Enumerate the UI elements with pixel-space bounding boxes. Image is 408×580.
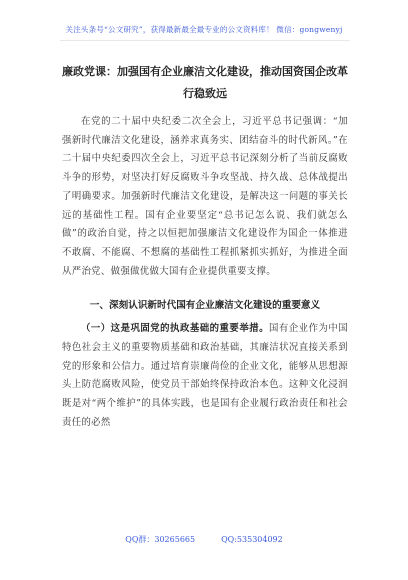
subsection-lead: （一）这是巩固党的执政基础的重要举措。 [81, 323, 269, 335]
document-body [62, 61, 348, 433]
subsection-text: 国有企业作为中国特色社会主义的重要物质基础和政治基础，其廉洁状况直接关系到党的形象和公信力。通过培育崇廉尚俭的企业文化，能够从思想源头上防范腐败风险，使党员干部始终保持政治本色。这种文化浸润既是对“两个维护”的具体实践，也是国有企业履行政治责任和社会责任的必然 [62, 323, 348, 428]
header-promo-note: 关注头条号“公文研究”，获得最新最全最专业的公文资料库！ 微信：gongwenyj [65, 25, 343, 34]
subsection-paragraph [62, 320, 348, 432]
footer-contact [0, 534, 408, 545]
footer-qq-number: QQ:535304092 [221, 535, 283, 544]
document-title: 廉政党课：加强国有企业廉洁文化建设，推动国资国企改革行稳致远 [62, 65, 348, 100]
header-divider [60, 40, 350, 41]
intro-paragraph: 在党的二十届中央纪委二次全会上，习近平总书记强调：“加强新时代廉洁文化建设，涵养求真务实、团结奋斗的时代新风。”在二十届中央纪委四次全会上，习近平总书记深刻分析了当前反腐败斗争的形势，对坚决打好反腐败斗争攻坚战、持久战、总体战提出了明确要求。加强新时代廉洁文化建设，是解决这一问题的事关长远的基础性工程。国有企业要坚定“总书记怎么说、我们就怎么做”的政治自觉，持之以恒把加强廉洁文化建设作为国企一体推进不敢腐、不能腐、不想腐的基础性工程抓紧抓实抓好，为推进全面从严治党、做强做优做大国有企业提供重要支撑。 [62, 116, 348, 277]
footer-qq-group: QQ群：30265665 [125, 535, 196, 544]
section-heading: 一、深刻认识新时代国有企业廉洁文化建设的重要意义 [89, 300, 321, 312]
